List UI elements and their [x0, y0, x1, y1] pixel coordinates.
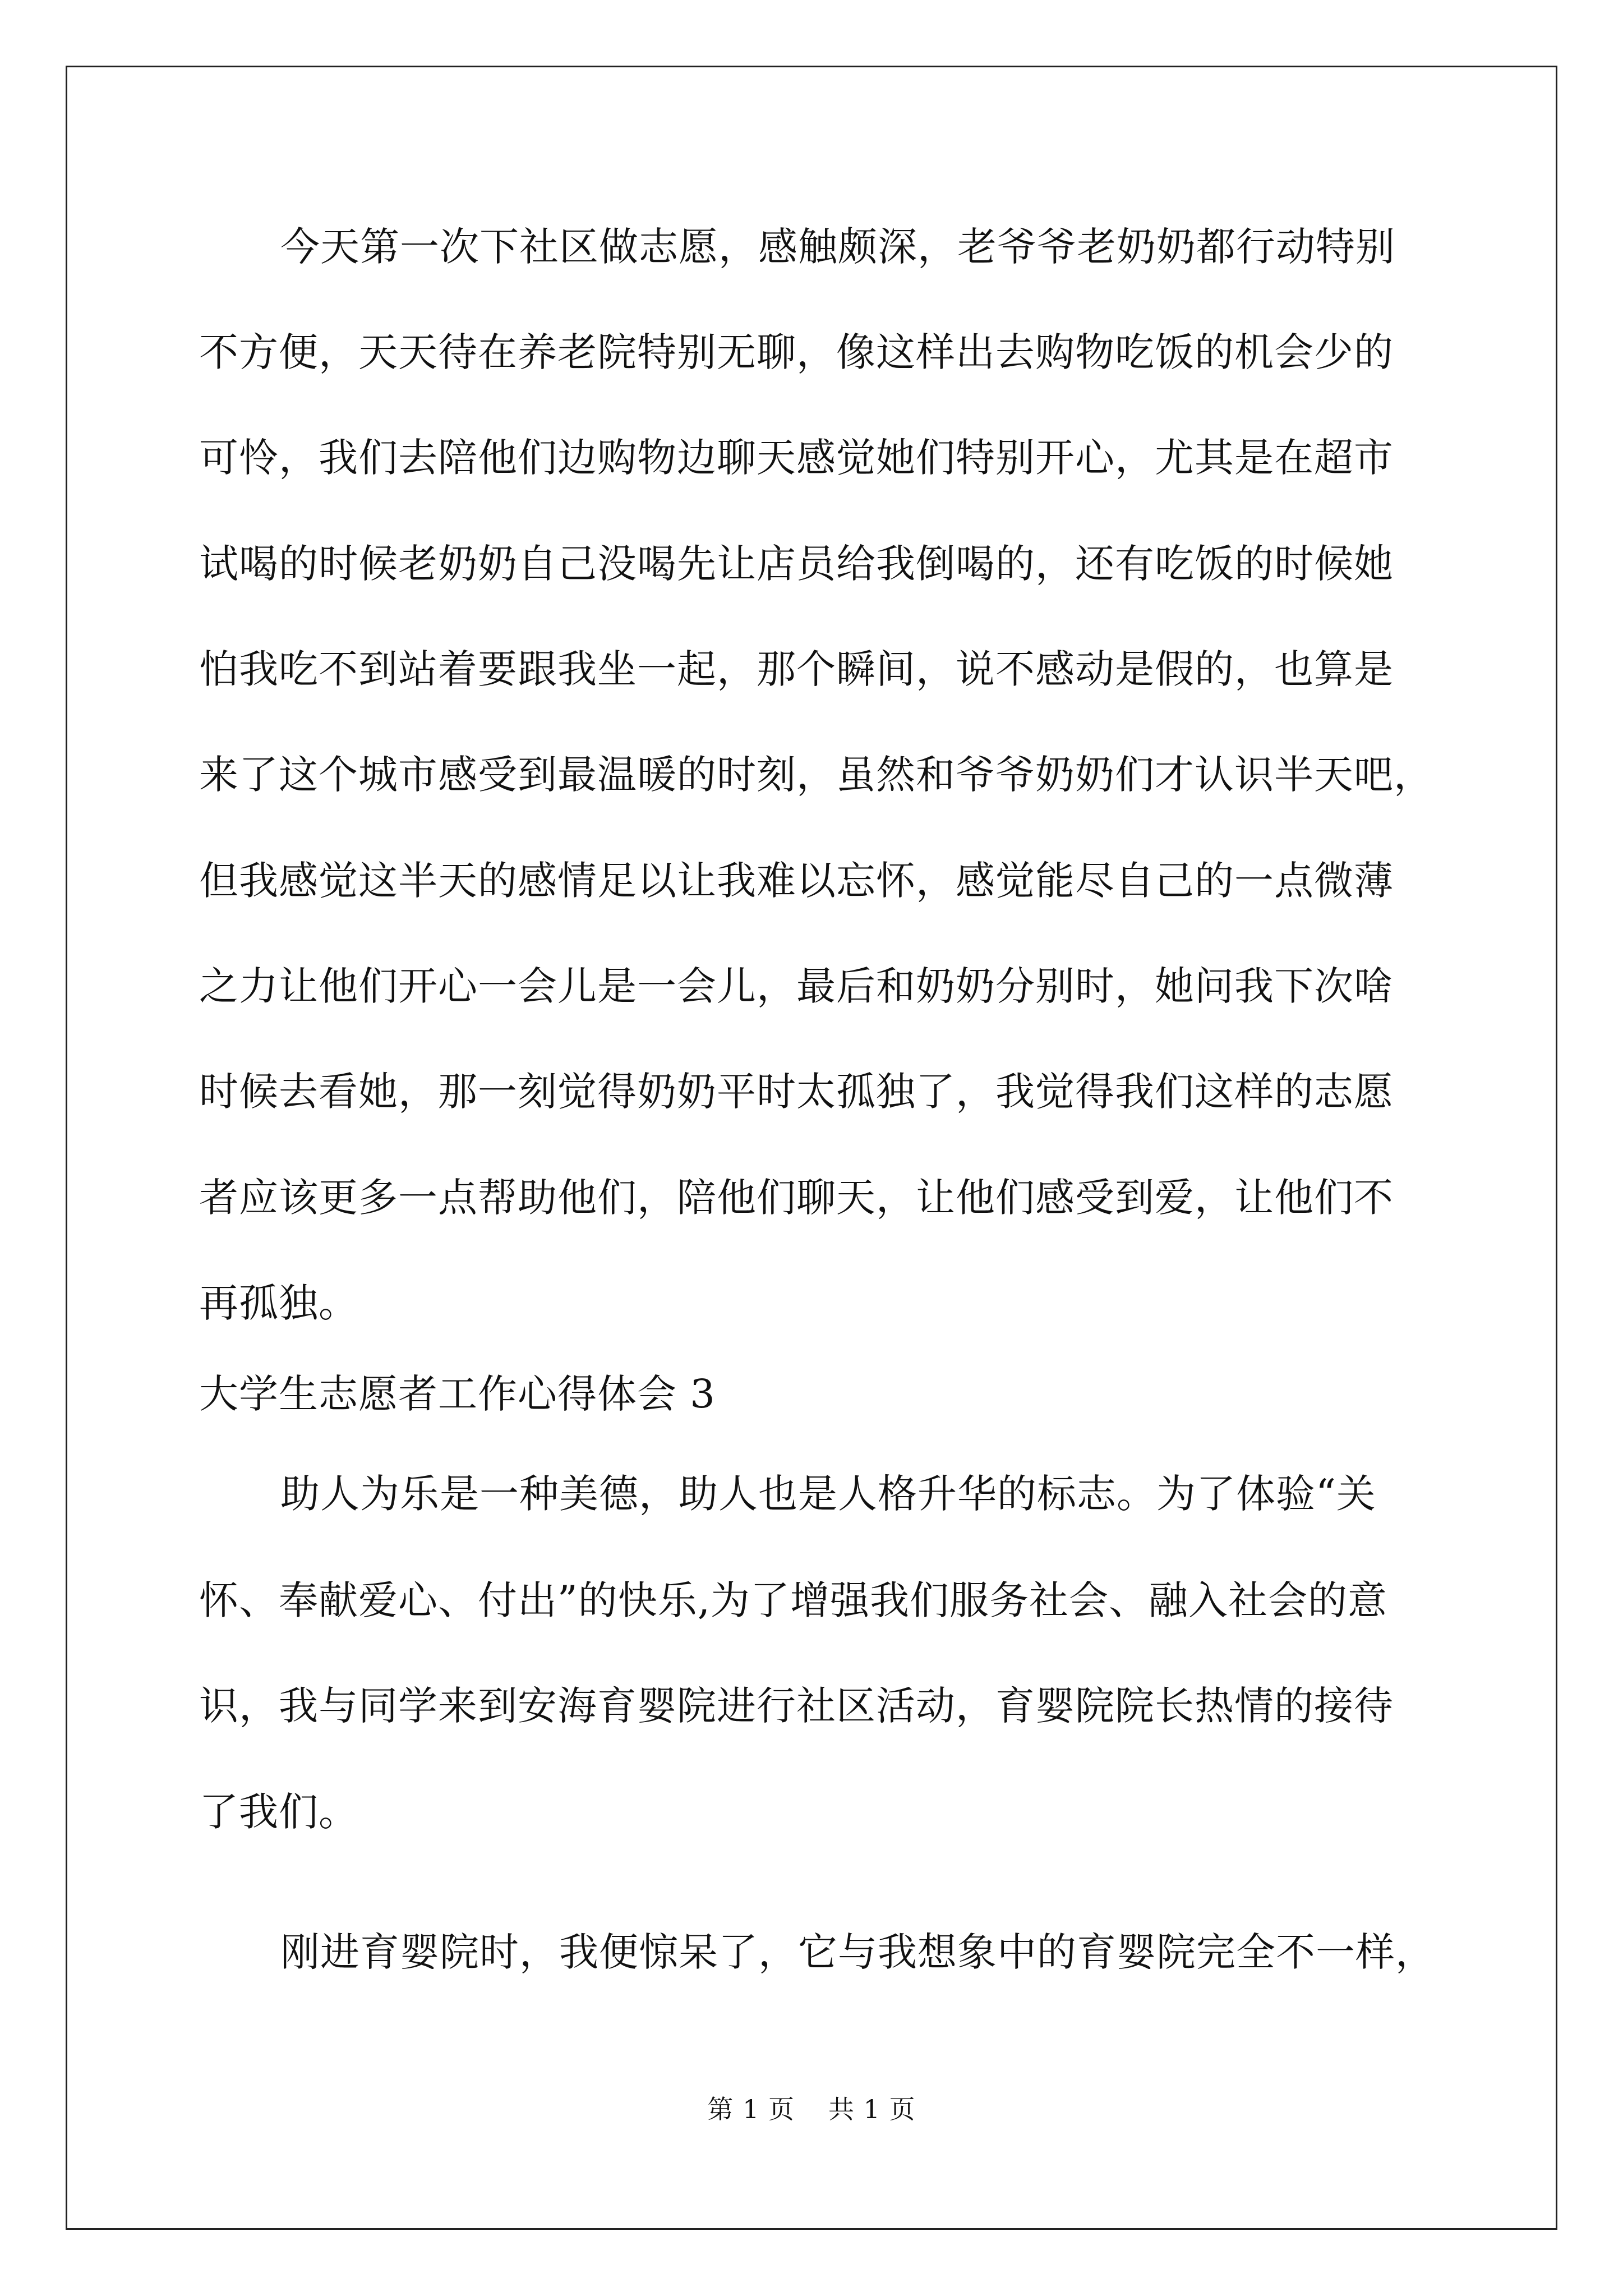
paragraph-1-line-9: 时候去看她，那一刻觉得奶奶平时太孤独了，我觉得我们这样的志愿 — [199, 1069, 1394, 1115]
paragraph-1-line-3: 可怜，我们去陪他们边购物边聊天感觉她们特别开心，尤其是在超市 — [199, 435, 1394, 481]
paragraph-3-line-1: 刚进育婴院时，我便惊呆了，它与我想象中的育婴院完全不一样， — [280, 1929, 1435, 1975]
paragraph-2-line-3: 识，我与同学来到安海育婴院进行社区活动，育婴院院长热情的接待 — [199, 1683, 1394, 1729]
paragraph-1-line-4: 试喝的时候老奶奶自己没喝先让店员给我倒喝的，还有吃饭的时候她 — [199, 541, 1394, 587]
paragraph-1-line-8: 之力让他们开心一会儿是一会儿，最后和奶奶分别时，她问我下次啥 — [199, 963, 1394, 1009]
paragraph-1-line-5: 怕我吃不到站着要跟我坐一起，那个瞬间，说不感动是假的，也算是 — [199, 646, 1394, 692]
paragraph-1-line-11: 再孤独。 — [199, 1280, 358, 1326]
page-footer — [0, 2092, 1623, 2126]
page-number-current: 第 1 页 — [707, 2094, 795, 2124]
page-number-total: 共 1 页 — [828, 2094, 916, 2124]
page-frame — [66, 66, 1557, 2230]
paragraph-1-line-10: 者应该更多一点帮助他们，陪他们聊天，让他们感受到爱，让他们不 — [199, 1175, 1394, 1221]
paragraph-1-line-7: 但我感觉这半天的感情足以让我难以忘怀，感觉能尽自己的一点微薄 — [199, 858, 1394, 904]
paragraph-1-line-6: 来了这个城市感受到最温暖的时刻，虽然和爷爷奶奶们才认识半天吧， — [199, 752, 1433, 798]
section-heading: 大学生志愿者工作心得体会 3 — [199, 1371, 716, 1417]
paragraph-2-line-4: 了我们。 — [199, 1789, 358, 1835]
paragraph-1-line-1: 今天第一次下社区做志愿，感触颇深，老爷爷老奶奶都行动特别 — [280, 224, 1395, 270]
paragraph-1-line-2: 不方便，天天待在养老院特别无聊，像这样出去购物吃饭的机会少的 — [199, 329, 1394, 375]
paragraph-2-line-1: 助人为乐是一种美德，助人也是人格升华的标志。为了体验“关 — [280, 1471, 1376, 1517]
paragraph-2-line-2: 怀、奉献爱心、付出”的快乐,为了增强我们服务社会、融入社会的意 — [199, 1577, 1388, 1623]
